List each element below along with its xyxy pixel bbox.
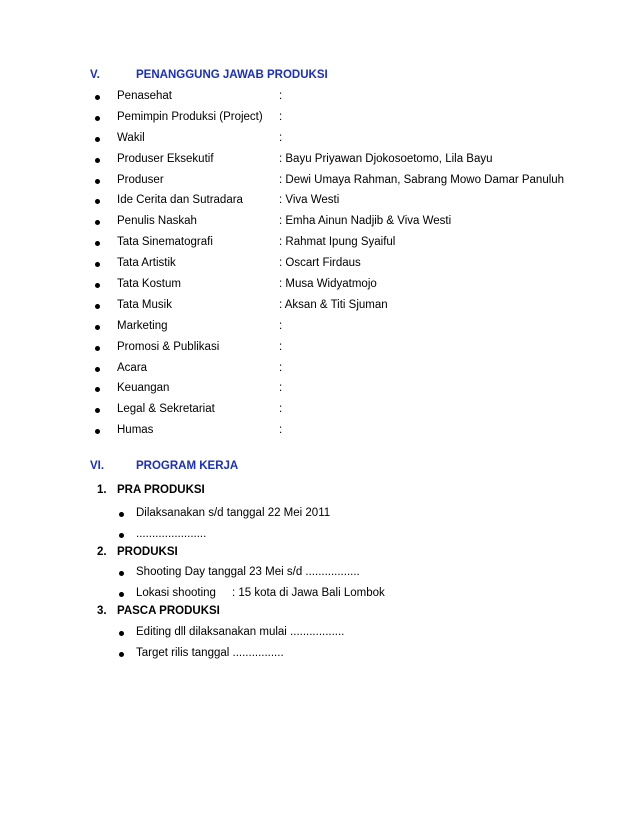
role-value: : — [279, 320, 283, 332]
phase-number: 2. — [97, 546, 107, 558]
bullet-icon — [95, 387, 100, 392]
list-item — [0, 192, 638, 212]
role-value: : Emha Ainun Nadjib & Viva Westi — [279, 215, 452, 227]
role-value: : — [279, 111, 283, 123]
role-label: Humas — [117, 424, 154, 436]
bullet-icon — [95, 179, 100, 184]
phase-item-label: Lokasi shooting — [136, 587, 216, 599]
bullet-icon — [95, 241, 100, 246]
bullet-icon — [95, 262, 100, 267]
list-item — [0, 505, 638, 525]
role-value: : — [279, 424, 283, 436]
list-item — [0, 401, 638, 421]
role-value: : — [279, 90, 283, 102]
bullet-icon — [119, 533, 124, 538]
role-label: Produser — [117, 174, 164, 186]
section-5-title: PENANGGUNG JAWAB PRODUKSI — [136, 69, 328, 81]
list-item — [0, 172, 638, 192]
role-label: Produser Eksekutif — [117, 153, 214, 165]
phase-item-label: ...................... — [136, 528, 207, 540]
role-value: : — [279, 132, 283, 144]
section-5-number: V. — [90, 69, 100, 81]
role-value: : — [279, 382, 283, 394]
list-item — [0, 276, 638, 296]
phase-title: PASCA PRODUKSI — [117, 605, 220, 617]
phase-title: PRODUKSI — [117, 546, 178, 558]
role-value: : Aksan & Titi Sjuman — [279, 299, 388, 311]
role-label: Penasehat — [117, 90, 172, 102]
bullet-icon — [95, 367, 100, 372]
bullet-icon — [95, 325, 100, 330]
section-6-number: VI. — [90, 460, 105, 472]
role-label: Pemimpin Produksi (Project) — [117, 111, 263, 123]
phase-title: PRA PRODUKSI — [117, 484, 205, 496]
list-item — [0, 526, 638, 546]
role-value: : Dewi Umaya Rahman, Sabrang Mowo Damar Panuluh — [279, 174, 565, 186]
phase-item-label: Target rilis tanggal ................ — [136, 647, 284, 659]
bullet-icon — [95, 199, 100, 204]
section-6-title: PROGRAM KERJA — [136, 460, 239, 472]
role-label: Promosi & Publikasi — [117, 341, 220, 353]
bullet-icon — [95, 137, 100, 142]
role-value: : Bayu Priyawan Djokosoetomo, Lila Bayu — [279, 153, 493, 165]
role-label: Keuangan — [117, 382, 170, 394]
role-value: : Viva Westi — [279, 194, 340, 206]
bullet-icon — [119, 571, 124, 576]
list-item — [0, 88, 638, 108]
list-item — [0, 624, 638, 644]
list-item — [0, 255, 638, 275]
role-label: Acara — [117, 362, 148, 374]
list-item — [0, 645, 638, 665]
bullet-icon — [95, 304, 100, 309]
bullet-icon — [119, 592, 124, 597]
phase-item-value: : 15 kota di Jawa Bali Lombok — [232, 587, 385, 599]
list-item — [0, 151, 638, 171]
role-label: Ide Cerita dan Sutradara — [117, 194, 243, 206]
list-item — [0, 360, 638, 380]
phase-item-label: Dilaksanakan s/d tanggal 22 Mei 2011 — [136, 507, 331, 519]
role-value: : Rahmat Ipung Syaiful — [279, 236, 396, 248]
bullet-icon — [95, 220, 100, 225]
role-label: Tata Sinematografi — [117, 236, 213, 248]
role-value: : — [279, 403, 283, 415]
phase-item-label: Shooting Day tanggal 23 Mei s/d ................. — [136, 566, 360, 578]
list-item — [0, 564, 638, 584]
bullet-icon — [119, 652, 124, 657]
bullet-icon — [95, 429, 100, 434]
bullet-icon — [95, 346, 100, 351]
role-value: : Musa Widyatmojo — [279, 278, 377, 290]
bullet-icon — [119, 512, 124, 517]
role-value: : — [279, 362, 283, 374]
role-label: Tata Kostum — [117, 278, 181, 290]
list-item — [0, 422, 638, 442]
role-value: : Oscart Firdaus — [279, 257, 361, 269]
list-item — [0, 318, 638, 338]
list-item — [0, 213, 638, 233]
phase-number: 1. — [97, 484, 107, 496]
role-value: : — [279, 341, 283, 353]
bullet-icon — [95, 283, 100, 288]
bullet-icon — [95, 408, 100, 413]
bullet-icon — [95, 95, 100, 100]
list-item — [0, 234, 638, 254]
list-item — [0, 109, 638, 129]
list-item — [0, 130, 638, 150]
role-label: Legal & Sekretariat — [117, 403, 215, 415]
list-item — [0, 585, 638, 605]
list-item — [0, 339, 638, 359]
phase-number: 3. — [97, 605, 107, 617]
bullet-icon — [95, 116, 100, 121]
bullet-icon — [95, 158, 100, 163]
list-item — [0, 380, 638, 400]
role-label: Penulis Naskah — [117, 215, 197, 227]
role-label: Wakil — [117, 132, 145, 144]
list-item — [0, 297, 638, 317]
role-label: Tata Artistik — [117, 257, 176, 269]
role-label: Tata Musik — [117, 299, 172, 311]
phase-item-label: Editing dll dilaksanakan mulai ................. — [136, 626, 345, 638]
bullet-icon — [119, 631, 124, 636]
role-label: Marketing — [117, 320, 168, 332]
